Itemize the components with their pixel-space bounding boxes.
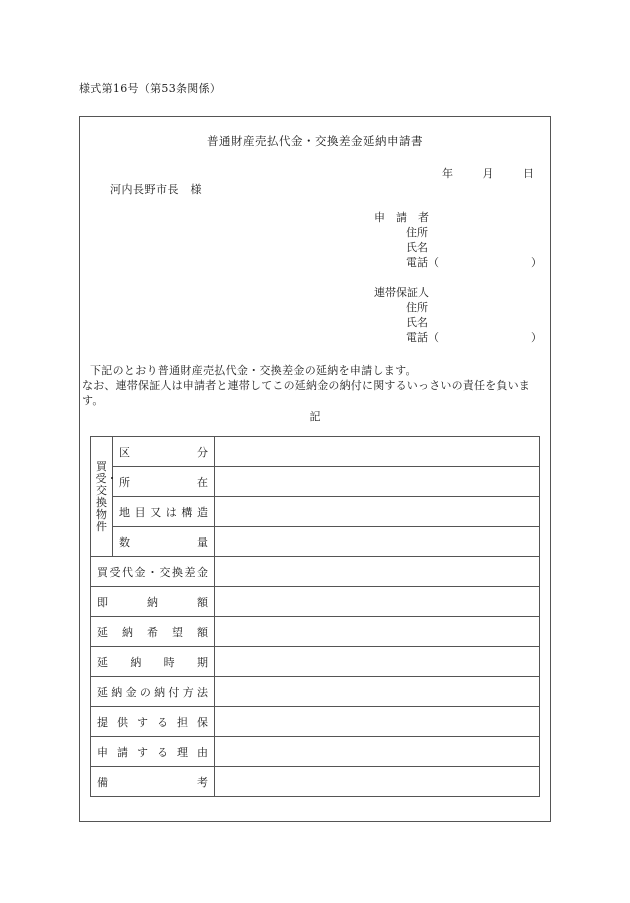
date-line (442, 165, 534, 181)
location-value-cell[interactable] (215, 467, 540, 497)
table-row (91, 557, 540, 587)
date-day: 日 (523, 167, 534, 180)
row-label-quantity: 数量 (113, 527, 215, 557)
date-month: 月 (482, 167, 494, 180)
table-row (91, 467, 540, 497)
table-row (91, 647, 540, 677)
guarantor-phone-label: 電話（ (406, 331, 439, 344)
form-title: 普通財産売払代金・交換差金延納申請書 (207, 134, 423, 148)
remarks-value-cell[interactable] (215, 767, 540, 797)
row-label-category: 区分 (113, 437, 215, 467)
row-label-reason: 申請する理由 (91, 737, 215, 767)
form-number: 様式第16号（第53条関係） (79, 82, 222, 95)
addressee: 河内長野市長 様 (110, 183, 202, 196)
row-label-deferred-amount: 延納希望額 (91, 617, 215, 647)
statement-application: 下記のとおり普通財産売払代金・交換差金の延納を申請します。 (90, 364, 417, 377)
row-label-payment-method: 延納金の納付方法 (91, 677, 215, 707)
collateral-value-cell[interactable] (215, 707, 540, 737)
deferral-period-value-cell[interactable] (215, 647, 540, 677)
table-row (91, 527, 540, 557)
table-row (91, 767, 540, 797)
applicant-phone-label: 電話（ (406, 256, 439, 269)
land-category-value-cell[interactable] (215, 497, 540, 527)
table-row (91, 587, 540, 617)
guarantor-name-label: 氏名 (406, 316, 428, 329)
detail-table (90, 436, 540, 797)
guarantor-label: 連帯保証人 (374, 286, 429, 299)
deferred-amount-value-cell[interactable] (215, 617, 540, 647)
application-form (79, 116, 551, 822)
table-row (91, 707, 540, 737)
immediate-payment-value-cell[interactable] (215, 587, 540, 617)
table-row (91, 677, 540, 707)
date-year: 年 (442, 167, 453, 180)
payment-method-value-cell[interactable] (215, 677, 540, 707)
row-label-remarks: 備考 (91, 767, 215, 797)
property-group-label: 買受・交換物件 (91, 437, 113, 557)
purchase-price-value-cell[interactable] (215, 557, 540, 587)
applicant-name-label: 氏名 (406, 241, 428, 254)
guarantor-phone-close: ） (531, 331, 542, 344)
quantity-value-cell[interactable] (215, 527, 540, 557)
applicant-phone-close: ） (531, 256, 542, 269)
table-row (91, 437, 540, 467)
row-label-land-category: 地目又は構造 (113, 497, 215, 527)
applicant-address-label: 住所 (406, 226, 428, 239)
row-label-location: 所在 (113, 467, 215, 497)
row-label-purchase-price: 買受代金・交換差金 (91, 557, 215, 587)
applicant-label: 申 請 者 (374, 211, 429, 224)
table-row (91, 497, 540, 527)
ki-heading: 記 (309, 410, 321, 423)
row-label-collateral: 提供する担保 (91, 707, 215, 737)
statement-guarantor-liability: なお、連帯保証人は申請者と連帯してこの延納金の納付に関するいっさいの責任を負います。 (82, 379, 530, 407)
table-row (91, 617, 540, 647)
row-label-deferral-period: 延納時期 (91, 647, 215, 677)
table-row (91, 737, 540, 767)
row-label-immediate-payment: 即納額 (91, 587, 215, 617)
category-value-cell[interactable] (215, 437, 540, 467)
guarantor-address-label: 住所 (406, 301, 428, 314)
reason-value-cell[interactable] (215, 737, 540, 767)
